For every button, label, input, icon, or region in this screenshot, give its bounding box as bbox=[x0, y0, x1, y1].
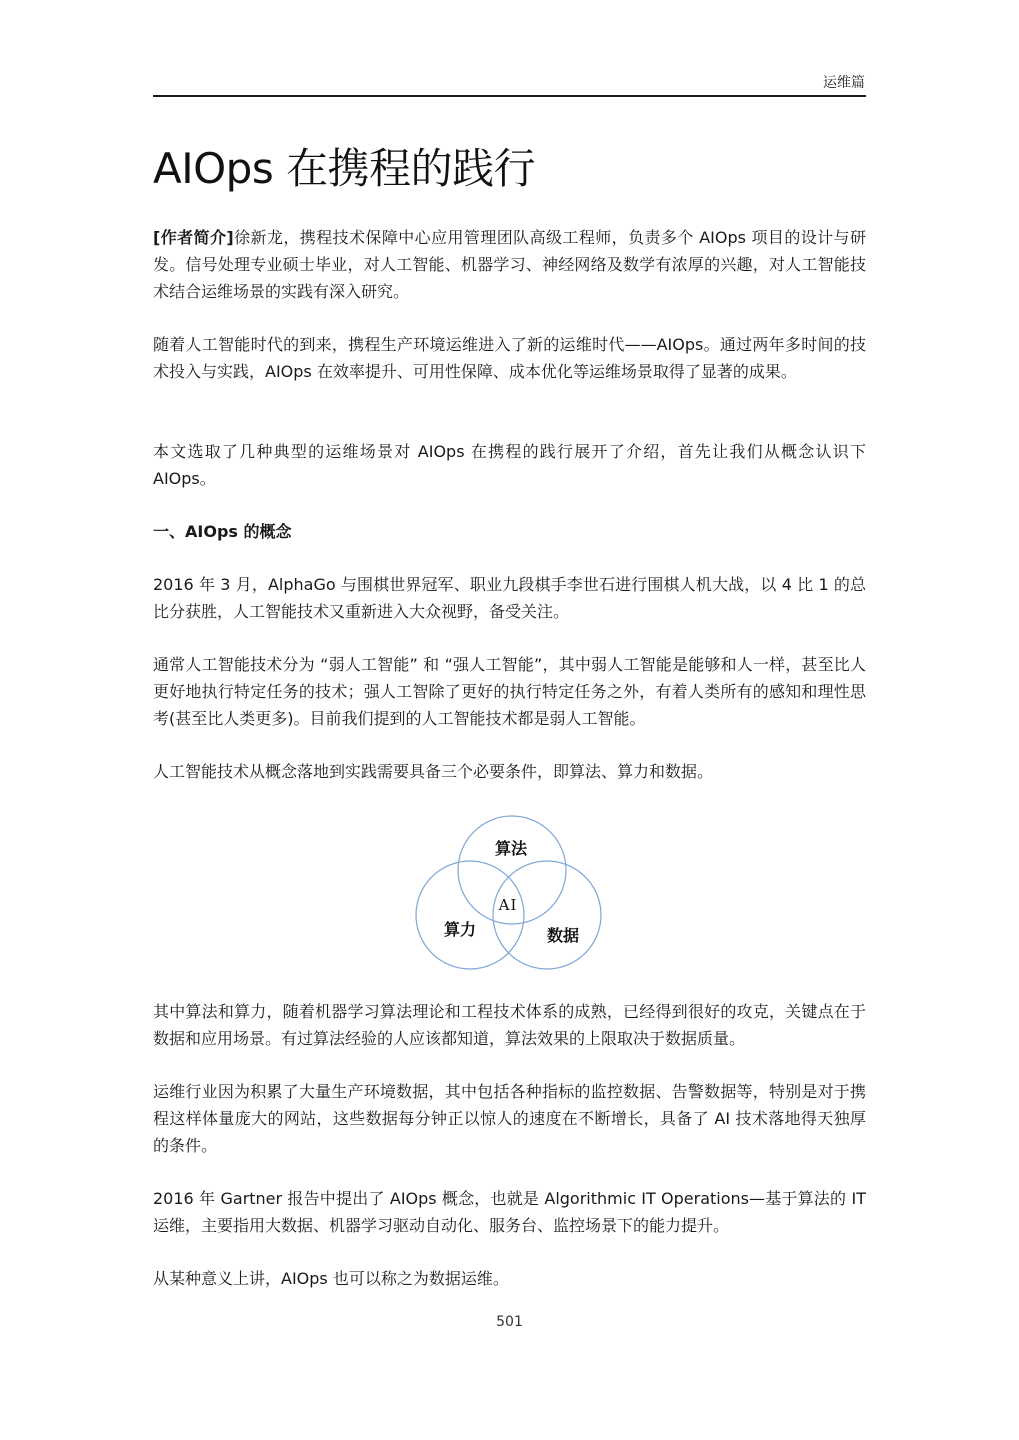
venn-circle-data bbox=[493, 861, 601, 969]
paragraph-data-ops: 从某种意义上讲，AIOps 也可以称之为数据运维。 bbox=[153, 1269, 509, 1288]
paragraph-gartner: 2016 年 Gartner 报告中提出了 AIOps 概念，也就是 Algorithmic IT Operations—基于算法的 IT 运维，主要指用大数据、机器学习驱动自动化、服务台、监控场景下的能力提升。 bbox=[153, 1189, 866, 1235]
article-title: AIOps 在携程的践行 bbox=[153, 144, 536, 193]
venn-label-compute: 算力 bbox=[443, 920, 477, 939]
author-bio-label: [作者简介] bbox=[153, 228, 234, 247]
paragraph-three-conditions: 人工智能技术从概念落地到实践需要具备三个必要条件，即算法、算力和数据。 bbox=[153, 762, 714, 781]
author-bio-text: 徐新龙，携程技术保障中心应用管理团队高级工程师，负责多个 AIOps 项目的设计与研发。信号处理专业硕士毕业，对人工智能、机器学习、神经网络及数学有浓厚的兴趣，对人工智能技术结合运维场景的实践有深入研究。 bbox=[153, 228, 866, 301]
venn-label-algorithm: 算法 bbox=[494, 839, 528, 858]
section-heading: 一、AIOps 的概念 bbox=[153, 522, 292, 541]
paragraph-intro: 随着人工智能时代的到来，携程生产环境运维进入了新的运维时代——AIOps。通过两年多时间的技术投入与实践，AIOps 在效率提升、可用性保障、成本优化等运维场景取得了显著的成果。 bbox=[153, 335, 866, 381]
header-rule bbox=[153, 95, 866, 97]
venn-label-data: 数据 bbox=[546, 926, 580, 945]
paragraph-algorithm-compute: 其中算法和算力，随着机器学习算法理论和工程技术体系的成熟，已经得到很好的攻克，关键点在于数据和应用场景。有过算法经验的人应该都知道，算法效果的上限取决于数据质量。 bbox=[153, 1002, 866, 1048]
page-number: 501 bbox=[496, 1314, 523, 1330]
paragraph-weak-strong-ai: 通常人工智能技术分为 “弱人工智能” 和 “强人工智能”，其中弱人工智能是能够和人一样，甚至比人更好地执行特定任务的技术；强人工智除了更好的执行特定任务之外，有着人类所有的感知和理性思考(甚至比人类更多)。目前我们提到的人工智能技术都是弱人工智能。 bbox=[153, 655, 866, 728]
author-bio bbox=[153, 224, 866, 305]
running-header: 运维篇 bbox=[823, 75, 865, 91]
paragraph-scope: 本文选取了几种典型的运维场景对 AIOps 在携程的践行展开了介绍，首先让我们从概念认识下 AIOps。 bbox=[153, 442, 866, 488]
venn-label-ai: AI bbox=[498, 896, 518, 914]
paragraph-ops-data: 运维行业因为积累了大量生产环境数据，其中包括各种指标的监控数据、告警数据等，特别是对于携程这样体量庞大的网站，这些数据每分钟正以惊人的速度在不断增长，具备了 AI 技术落地得天独厚的条件。 bbox=[153, 1082, 866, 1155]
paragraph-alphago: 2016 年 3 月，AlphaGo 与围棋世界冠军、职业九段棋手李世石进行围棋人机大战，以 4 比 1 的总比分获胜，人工智能技术又重新进入大众视野，备受关注。 bbox=[153, 575, 866, 621]
venn-diagram bbox=[410, 815, 610, 977]
